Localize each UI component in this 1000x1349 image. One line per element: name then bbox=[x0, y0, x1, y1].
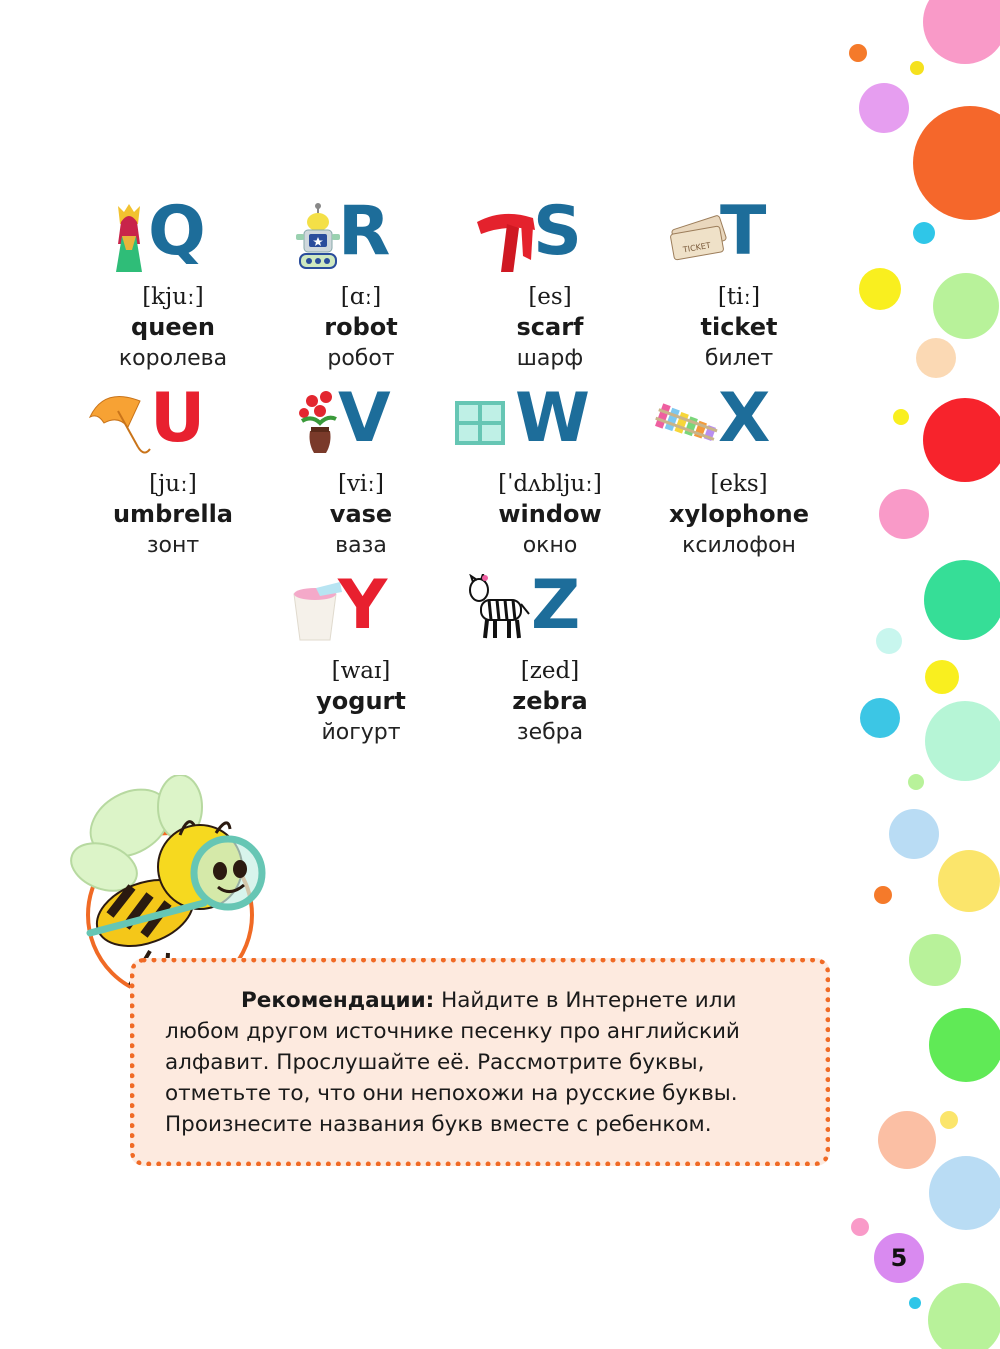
transcription: [kjuː] bbox=[142, 284, 204, 310]
svg-text:TICKET: TICKET bbox=[682, 240, 712, 255]
transcription: [waɪ] bbox=[331, 658, 391, 684]
transcription: [zed] bbox=[520, 658, 580, 684]
letter-card-v bbox=[266, 377, 456, 561]
english-word: window bbox=[498, 500, 602, 528]
transcription: [ˈdʌbljuː] bbox=[498, 471, 602, 497]
english-word: robot bbox=[324, 313, 398, 341]
letter: W bbox=[515, 379, 591, 458]
letter-card-u bbox=[78, 377, 268, 561]
russian-translation: шарф bbox=[516, 346, 584, 371]
letter: Q bbox=[148, 192, 206, 271]
transcription: [viː] bbox=[337, 471, 385, 497]
english-word: vase bbox=[329, 500, 393, 528]
english-word: xylophone bbox=[669, 500, 809, 528]
letter: X bbox=[718, 379, 771, 458]
russian-translation: королева bbox=[118, 346, 228, 371]
letter-card-w bbox=[455, 377, 645, 561]
recommendation-body: Найдите в Интернете или любом другом источнике песенку про английский алфавит. Прослушайте её. Рассмотрите буквы, отметьте то, что они непохожи на русские буквы. Произнесите названия букв вместе с ребенком. bbox=[165, 988, 740, 1137]
russian-translation: билет bbox=[704, 346, 774, 371]
russian-translation: зебра bbox=[516, 720, 584, 745]
letter-card-x bbox=[644, 377, 834, 561]
recommendation-box bbox=[130, 958, 830, 1166]
english-word: scarf bbox=[516, 313, 584, 341]
russian-translation: ксилофон bbox=[682, 533, 796, 558]
letter: S bbox=[533, 192, 582, 271]
russian-translation: зонт bbox=[146, 533, 200, 558]
russian-translation: ваза bbox=[335, 533, 387, 558]
page-number: 5 bbox=[874, 1233, 924, 1283]
xylophone-icon bbox=[652, 387, 724, 459]
russian-translation: йогурт bbox=[321, 720, 401, 745]
letter-card-r bbox=[266, 190, 456, 374]
english-word: yogurt bbox=[316, 687, 406, 715]
english-word: umbrella bbox=[112, 500, 234, 528]
english-word: zebra bbox=[512, 687, 588, 715]
russian-translation: робот bbox=[327, 346, 395, 371]
english-word: queen bbox=[131, 313, 215, 341]
umbrella-icon bbox=[84, 387, 156, 459]
letter: Z bbox=[531, 566, 581, 645]
letter: R bbox=[338, 192, 391, 271]
letter-card-z bbox=[455, 564, 645, 748]
transcription: [es] bbox=[528, 284, 572, 310]
letter: T bbox=[720, 192, 767, 271]
letter: Y bbox=[338, 566, 388, 645]
letter-card-s bbox=[455, 190, 645, 374]
zebra-icon bbox=[463, 574, 535, 646]
transcription: [ɑː] bbox=[340, 284, 382, 310]
letter-card-t bbox=[644, 190, 834, 374]
recommendation-text bbox=[165, 985, 815, 1140]
letter-card-q bbox=[78, 190, 268, 374]
letter: V bbox=[338, 379, 391, 458]
transcription: [eks] bbox=[710, 471, 768, 497]
letter: U bbox=[150, 379, 206, 458]
english-word: ticket bbox=[700, 313, 778, 341]
transcription: [tiː] bbox=[717, 284, 761, 310]
transcription: [juː] bbox=[149, 471, 197, 497]
recommendation-heading: Рекомендации: bbox=[241, 988, 435, 1013]
letter-card-y bbox=[266, 564, 456, 748]
russian-translation: окно bbox=[522, 533, 578, 558]
